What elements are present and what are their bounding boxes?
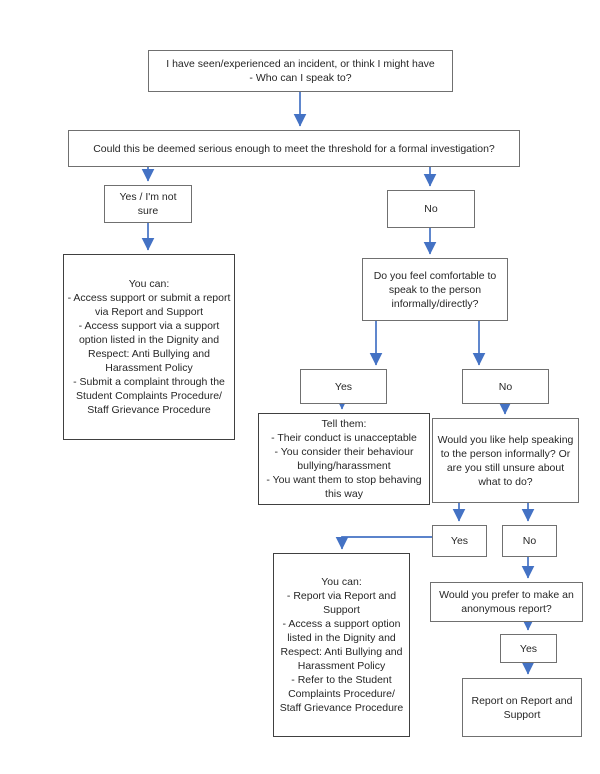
node-comfortable-no: No <box>462 369 549 404</box>
node-comfortable-question: Do you feel comfortable to speak to the person informally/directly? <box>362 258 508 321</box>
node-tell-them-list: Tell them: - Their conduct is unacceptable - You consider their behaviour bullying/harassment - You want them to stop behaving this way <box>258 413 430 505</box>
node-threshold-question: Could this be deemed serious enough to meet the threshold for a formal investigation? <box>68 130 520 167</box>
node-help-unsure-question: Would you like help speaking to the person informally? Or are you still unsure about what to do? <box>432 418 579 503</box>
node-help-yes: Yes <box>432 525 487 557</box>
node-branch-yes-not-sure: Yes / I'm not sure <box>104 185 192 223</box>
node-anonymous-question: Would you prefer to make an anonymous report? <box>430 582 583 622</box>
node-incident-question: I have seen/experienced an incident, or think I might have - Who can I speak to? <box>148 50 453 92</box>
node-formal-options-list: You can: - Access support or submit a report via Report and Support - Access support via a support option listed in the Dignity and Respect: Anti Bullying and Harassment Policy - Submit a complaint through the Student Complaints Procedure/ Staff Grievance Procedure <box>63 254 235 440</box>
node-comfortable-yes: Yes <box>300 369 387 404</box>
node-branch-no: No <box>387 190 475 228</box>
connector-help-yes-options-informal <box>342 537 432 549</box>
node-help-no: No <box>502 525 557 557</box>
node-informal-options-list: You can: - Report via Report and Support - Access a support option listed in the Dignity and Respect: Anti Bullying and Harassment Policy - Refer to the Student Complaints Procedure/ Staff Grievance Procedure <box>273 553 410 737</box>
node-report-on-report-and-support: Report on Report and Support <box>462 678 582 737</box>
node-anonymous-yes: Yes <box>500 634 557 663</box>
